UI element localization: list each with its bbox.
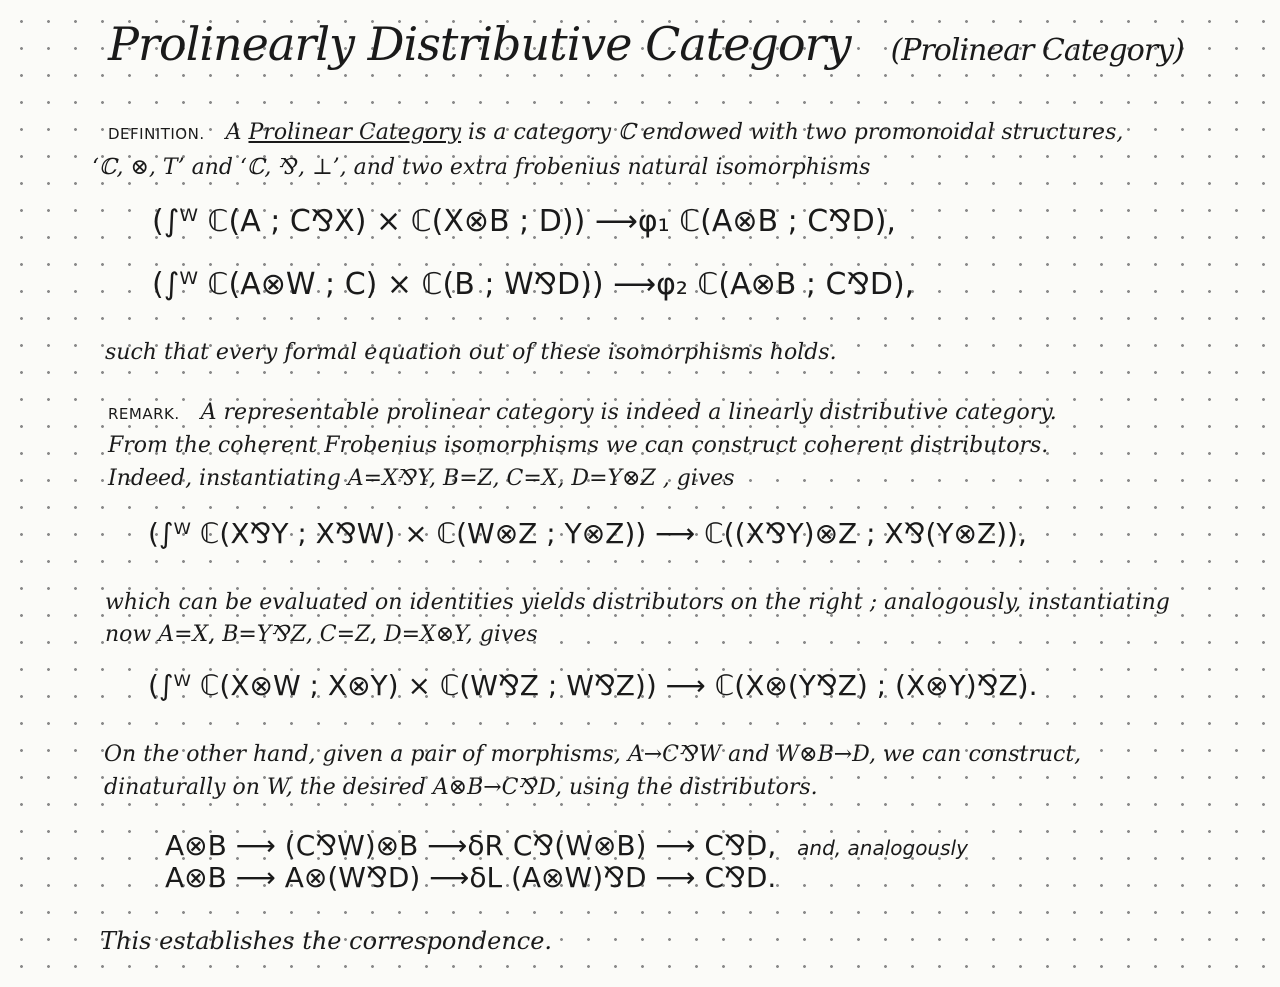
remark-line1-text: A representable prolinear category is indeed a linearly distributive category. bbox=[200, 400, 1057, 425]
analogously-note: and, analogously bbox=[797, 836, 968, 860]
other-hand-line-1: On the other hand, given a pair of morphisms, A→C⅋W and W⊗B→D, we can construct, bbox=[104, 742, 1082, 767]
definition-tag: DEFINITION. bbox=[108, 125, 205, 143]
equation-left-distributor: (∫ᵂ ℂ(X⊗W ; X⊗Y) × ℂ(W⅋Z ; W⅋Z)) ⟶ ℂ(X⊗(Y⅋Z) ; (X⊗Y)⅋Z). bbox=[148, 669, 1038, 702]
equation-composite-right-text: A⊗B ⟶ (C⅋W)⊗B ⟶δR C⅋(W⊗B) ⟶ C⅋D, bbox=[165, 829, 777, 862]
title-main: Prolinearly Distributive Category bbox=[108, 17, 851, 71]
definition-line1-pre: A bbox=[225, 120, 242, 145]
remark-line-1 bbox=[108, 400, 1057, 425]
remark-line-3: Indeed, instantiating A=X⅋Y, B=Z, C=X, D=Y⊗Z , gives bbox=[108, 466, 735, 491]
remark-line-4: which can be evaluated on identities yields distributors on the right ; analogously, instantiating bbox=[105, 590, 1170, 615]
equation-right-distributor: (∫ᵂ ℂ(X⅋Y ; X⅋W) × ℂ(W⊗Z ; Y⊗Z)) ⟶ ℂ((X⅋Y)⊗Z ; X⅋(Y⊗Z)), bbox=[148, 517, 1027, 550]
definition-line-2: ‘ℂ, ⊗, T’ and ‘ℂ, ⅋, ⊥’, and two extra frobenius natural isomorphisms bbox=[92, 155, 871, 180]
remark-line-2: From the coherent Frobenius isomorphisms we can construct coherent distributors. bbox=[108, 433, 1049, 458]
equation-composite-right bbox=[165, 830, 968, 862]
equation-phi1: (∫ᵂ ℂ(A ; C⅋X) × ℂ(X⊗B ; D)) ⟶φ₁ ℂ(A⊗B ; C⅋D), bbox=[152, 204, 896, 239]
definition-closing: such that every formal equation out of these isomorphisms holds. bbox=[105, 340, 837, 365]
definition-line1-post: is a category ℂ endowed with two promonoidal structures, bbox=[468, 120, 1124, 145]
equation-composite-left: A⊗B ⟶ A⊗(W⅋D) ⟶δL (A⊗W)⅋D ⟶ C⅋D. bbox=[165, 861, 777, 894]
page-title bbox=[108, 18, 1184, 71]
title-subtitle: (Prolinear Category) bbox=[890, 33, 1184, 68]
other-hand-line-2: dinaturally on W, the desired A⊗B→C⅋D, using the distributors. bbox=[104, 775, 818, 800]
conclusion: This establishes the correspondence. bbox=[100, 927, 553, 955]
remark-line-5: now A=X, B=Y⅋Z, C=Z, D=X⊗Y, gives bbox=[105, 622, 538, 647]
definition-line-1 bbox=[108, 120, 1123, 145]
remark-tag: REMARK. bbox=[108, 405, 180, 423]
equation-phi2: (∫ᵂ ℂ(A⊗W ; C) × ℂ(B ; W⅋D)) ⟶φ₂ ℂ(A⊗B ; C⅋D), bbox=[152, 267, 915, 302]
definition-term: Prolinear Category bbox=[248, 120, 462, 145]
